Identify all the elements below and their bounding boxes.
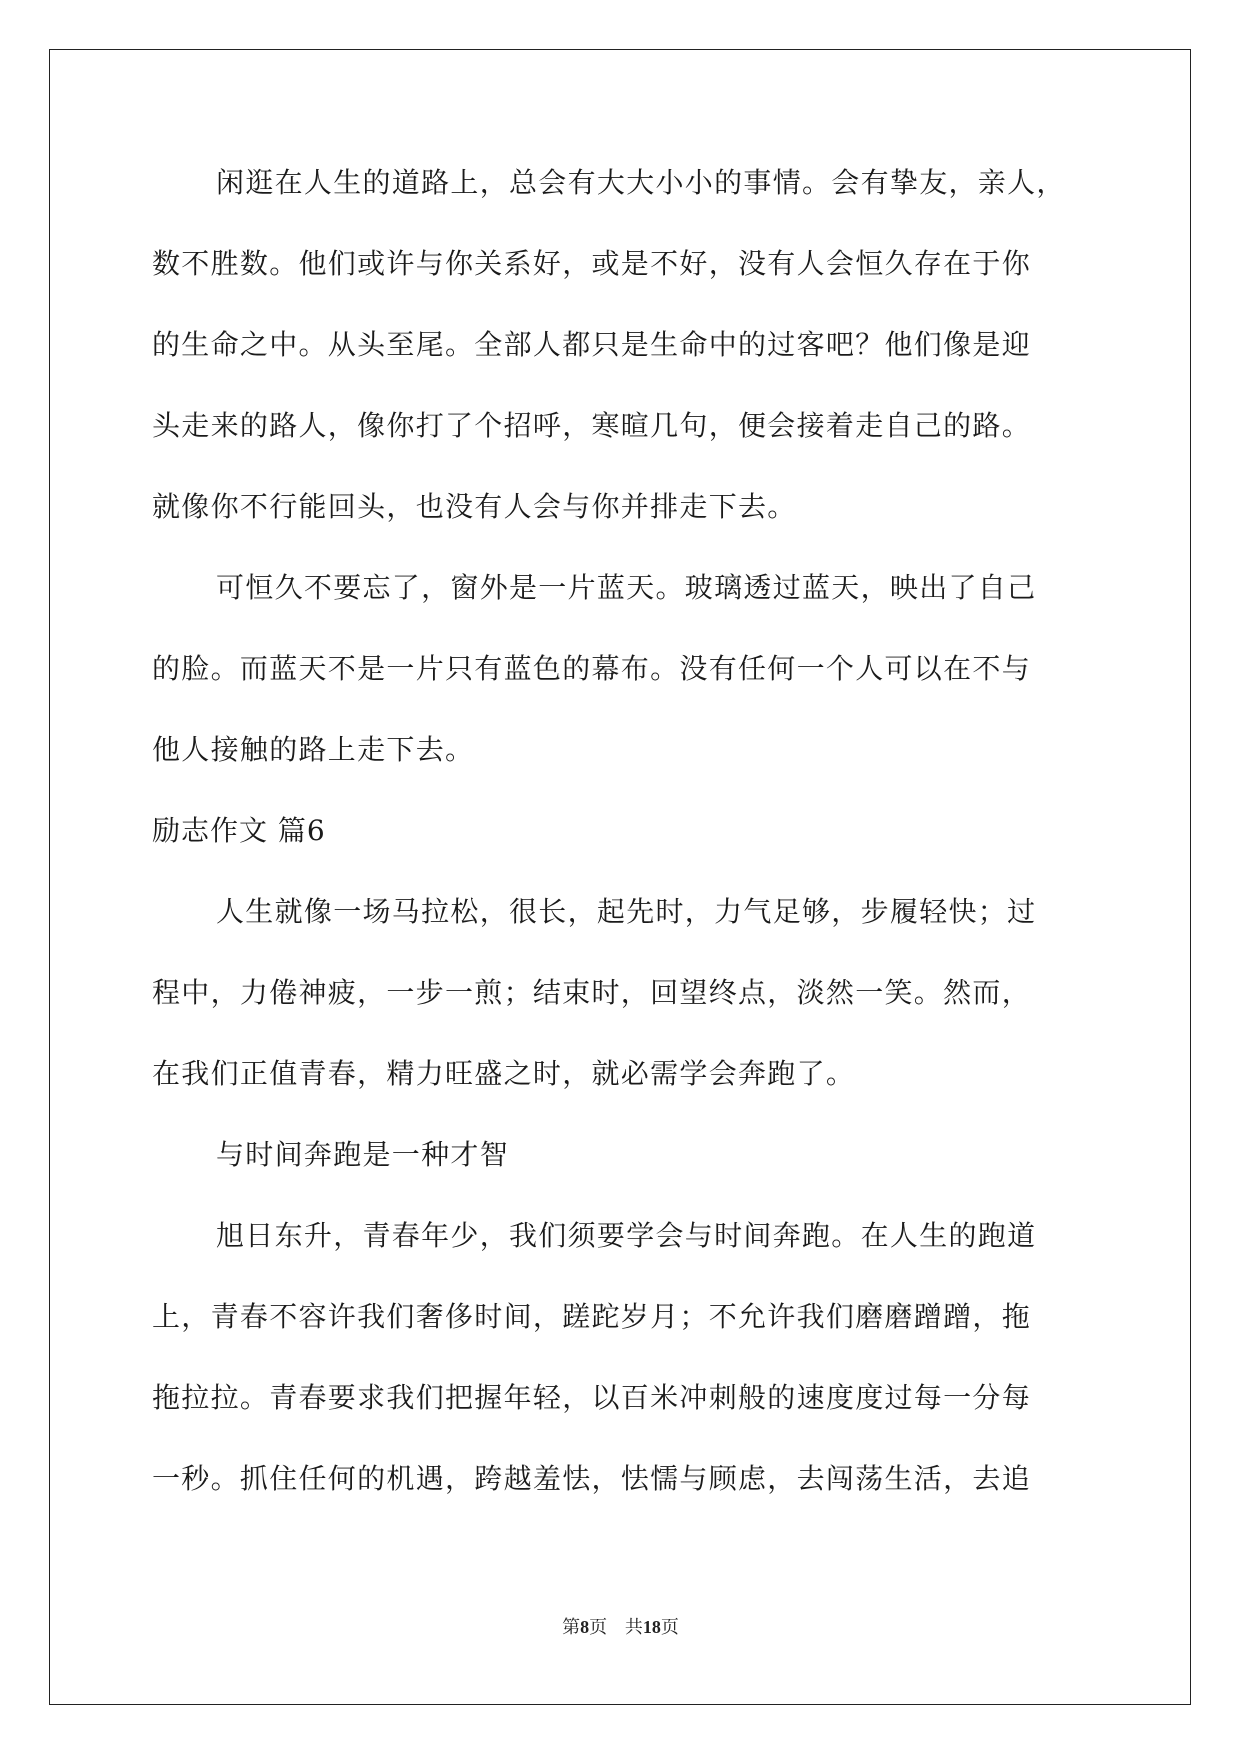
paragraph-line: 就像你不行能回头，也没有人会与你并排走下去。 [152,490,797,523]
paragraph-line: 一秒。抓住任何的机遇，跨越羞怯，怯懦与顾虑，去闯荡生活，去追 [152,1462,1032,1495]
subheading-line: 与时间奔跑是一种才智 [216,1138,510,1171]
page-number: 8 [580,1617,590,1637]
paragraph-line: 旭日东升，青春年少，我们须要学会与时间奔跑。在人生的跑道 [216,1219,1037,1252]
total-pages: 18 [642,1617,661,1637]
paragraph-line: 他人接触的路上走下去。 [152,733,475,766]
paragraph-line: 拖拉拉。青春要求我们把握年轻，以百米冲刺般的速度度过每一分每 [152,1381,1032,1414]
paragraph-line: 的脸。而蓝天不是一片只有蓝色的幕布。没有任何一个人可以在不与 [152,652,1032,685]
section-heading: 励志作文 篇6 [152,814,326,847]
paragraph-line: 可恒久不要忘了，窗外是一片蓝天。玻璃透过蓝天，映出了自己 [216,571,1037,604]
paragraph-line: 程中，力倦神疲，一步一煎；结束时，回望终点，淡然一笑。然而， [152,976,1032,1009]
paragraph-line: 人生就像一场马拉松，很长，起先时，力气足够，步履轻快；过 [216,895,1037,928]
paragraph-line: 上，青春不容许我们奢侈时间，蹉跎岁月；不允许我们磨磨蹭蹭，拖 [152,1300,1032,1333]
document-body [152,162,1090,1499]
paragraph-line: 在我们正值青春，精力旺盛之时，就必需学会奔跑了。 [152,1057,856,1090]
total-pages-indicator: 共18页 [624,1617,679,1638]
paragraph-line: 头走来的路人，像你打了个招呼，寒暄几句，便会接着走自己的路。 [152,409,1032,442]
paragraph-line: 闲逛在人生的道路上，总会有大大小小的事情。会有挚友，亲人， [216,166,1066,199]
page-indicator: 第8页 [562,1617,608,1638]
paragraph-line: 的生命之中。从头至尾。全部人都只是生命中的过客吧？他们像是迎 [152,328,1032,361]
page-footer [0,1613,1241,1639]
paragraph-line: 数不胜数。他们或许与你关系好，或是不好，没有人会恒久存在于你 [152,247,1032,280]
